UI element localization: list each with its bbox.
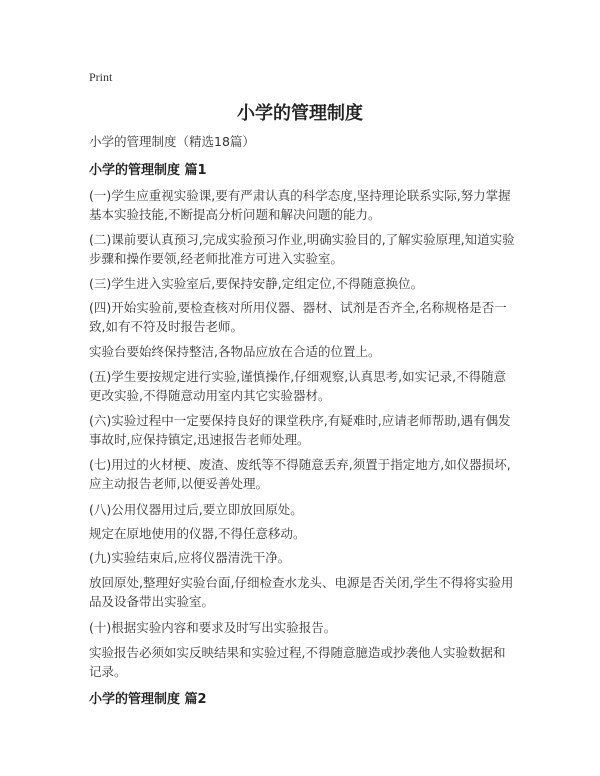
paragraph-7: (六)实验过程中一定要保持良好的课堂秩序,有疑难时,应请老师帮助,遇有偶发事故时,应保持镇定,迅速报告老师处理。 <box>89 413 511 447</box>
print-link[interactable]: Print <box>89 70 113 84</box>
paragraph-1: (一)学生应重视实验课,要有严肃认真的科学态度,坚持理论联系实际,努力掌握基本实验技能,不断提高分析问题和解决问题的能力。 <box>89 188 511 222</box>
paragraph-6: (五)学生要按规定进行实验,谨慎操作,仔细观察,认真思考,如实记录,不得随意更改实验,不得随意动用室内其它实验器材。 <box>89 369 507 403</box>
paragraph-11: (九)实验结束后,应将仪器清洗干净。 <box>89 550 291 565</box>
paragraph-4: (四)开始实验前,要检查核对所用仪器、器材、试剂是否齐全,名称规格是否一致,如有不符及时报告老师。 <box>89 300 507 334</box>
paragraph-5: 实验台要始终保持整洁,各物品应放在合适的位置上。 <box>89 344 381 359</box>
paragraph-8: (七)用过的火材梗、废渣、废纸等不得随意丢弃,须置于指定地方,如仪器损坏,应主动报告老师,以便妥善处理。 <box>89 457 511 491</box>
document-title: 小学的管理制度 <box>237 103 363 124</box>
paragraph-14: 实验报告必须如实反映结果和实验过程,不得随意臆造或抄袭他人实验数据和记录。 <box>89 645 506 679</box>
paragraph-9: (八)公用仪器用过后,要立即放回原处。 <box>89 502 303 517</box>
paragraph-10: 规定在原地使用的仪器,不得任意移动。 <box>89 526 306 541</box>
paragraph-3: (三)学生进入实验室后,要保持安静,定组定位,不得随意换位。 <box>89 276 424 291</box>
paragraph-12: 放回原处,整理好实验台面,仔细检查水龙头、电源是否关闭,学生不得将实验用品及设备带出实验室。 <box>89 575 514 609</box>
paragraph-2: (二)课前要认真预习,完成实验预习作业,明确实验目的,了解实验原理,知道实验步骤和操作要领,经老师批准方可进入实验室。 <box>89 232 515 266</box>
document-subtitle: 小学的管理制度（精选18篇） <box>89 134 255 149</box>
paragraph-13: (十)根据实验内容和要求及时写出实验报告。 <box>89 620 337 635</box>
section-heading-2: 小学的管理制度 篇2 <box>89 692 207 707</box>
section-heading-1: 小学的管理制度 篇1 <box>89 163 207 178</box>
